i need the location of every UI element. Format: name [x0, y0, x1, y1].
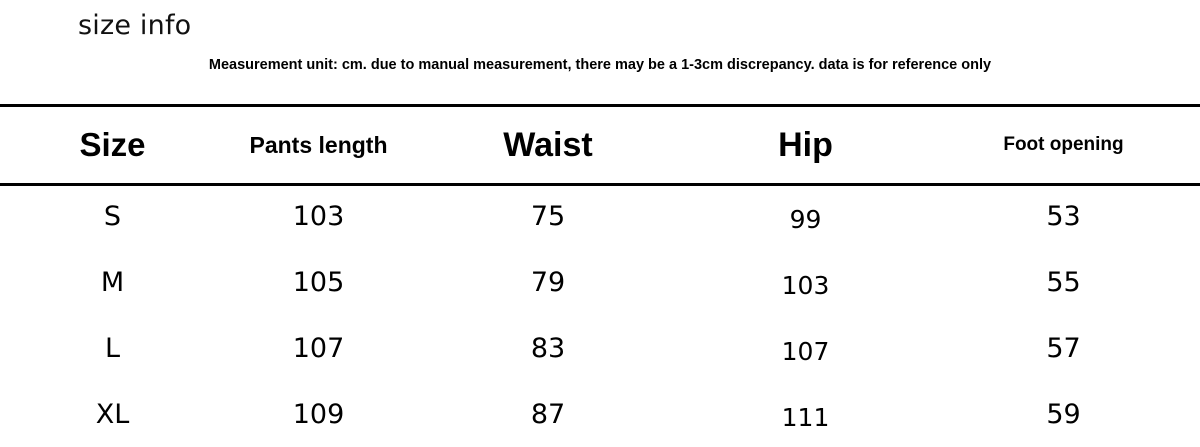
- cell-hip: 111: [781, 402, 830, 432]
- size-chart-table: [0, 107, 1200, 447]
- cell-hip: 99: [789, 204, 822, 234]
- column-header-foot-opening: Foot opening: [1003, 134, 1124, 156]
- cell-waist: 83: [530, 332, 566, 364]
- cell-size: S: [103, 200, 122, 232]
- column-header-size: Size: [79, 126, 146, 163]
- table-row: [0, 183, 1200, 249]
- cell-foot-opening: 55: [1046, 266, 1081, 298]
- cell-waist: 79: [530, 266, 566, 298]
- cell-size: L: [104, 332, 121, 364]
- cell-size: M: [100, 266, 125, 298]
- column-header-pants-length: Pants length: [249, 131, 388, 158]
- cell-pants-length: 105: [292, 266, 345, 298]
- table-row: [0, 381, 1200, 447]
- table-header-row: [0, 107, 1200, 183]
- cell-hip: 103: [781, 270, 830, 300]
- cell-hip: 107: [781, 336, 830, 366]
- measurement-note: Measurement unit: cm. due to manual measurement, there may be a 1-3cm discrepancy. data is for reference only: [208, 57, 992, 73]
- table-row: [0, 249, 1200, 315]
- cell-pants-length: 107: [292, 332, 345, 364]
- cell-pants-length: 103: [292, 200, 345, 232]
- page-title: size info: [78, 10, 192, 41]
- cell-waist: 75: [530, 200, 566, 232]
- cell-foot-opening: 57: [1046, 332, 1081, 364]
- table-row: [0, 315, 1200, 381]
- cell-foot-opening: 53: [1046, 200, 1081, 232]
- column-header-waist: Waist: [503, 125, 593, 164]
- cell-size: XL: [95, 398, 130, 430]
- cell-pants-length: 109: [292, 398, 345, 430]
- cell-waist: 87: [530, 398, 566, 430]
- cell-foot-opening: 59: [1046, 398, 1081, 430]
- column-header-hip: Hip: [778, 125, 833, 164]
